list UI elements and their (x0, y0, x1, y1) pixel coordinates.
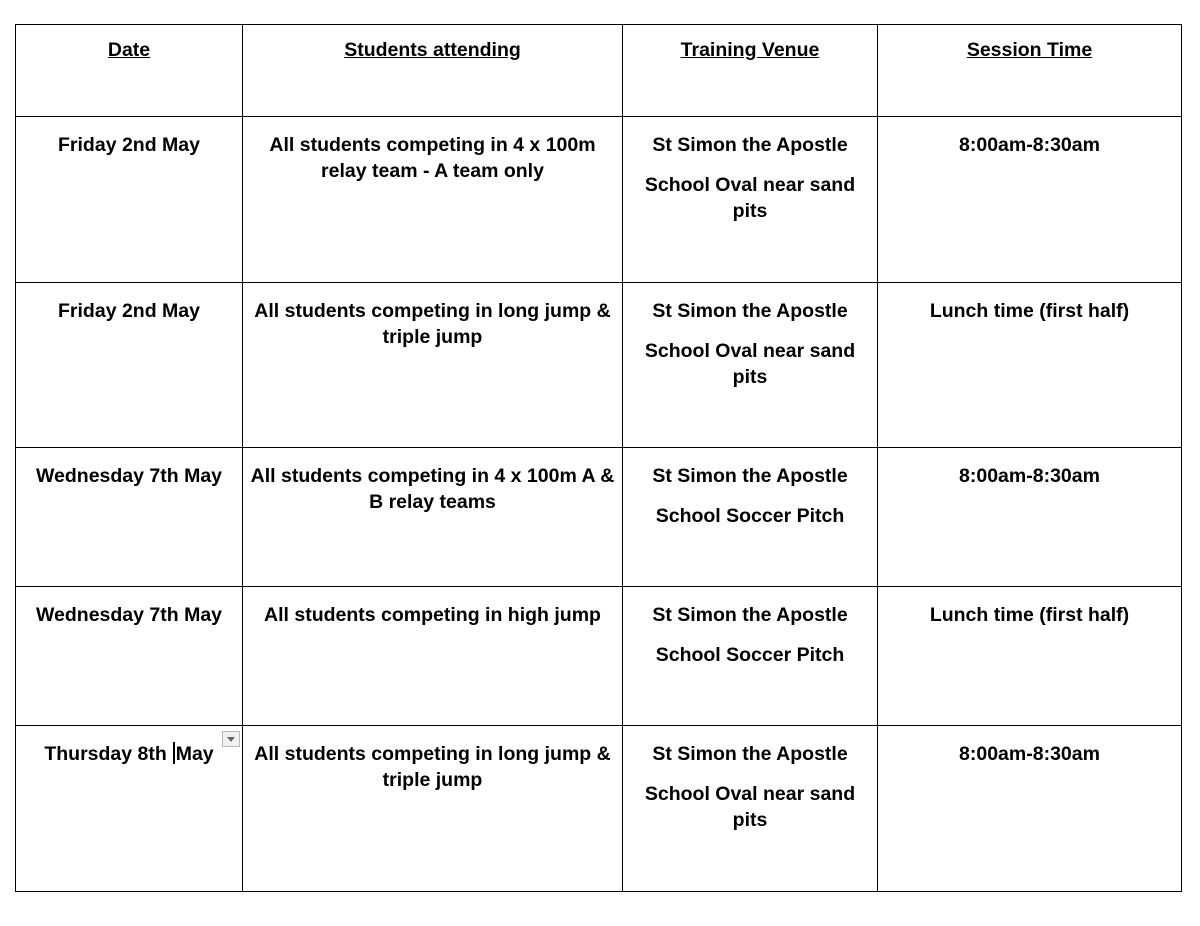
venue-cell[interactable] (623, 283, 878, 448)
venue-name: St Simon the Apostle (652, 134, 848, 156)
venue-cell[interactable] (623, 726, 878, 892)
date-cell[interactable]: Wednesday 7th May (16, 587, 243, 726)
venue-location: School Oval near sand pits (644, 174, 856, 222)
table-row (16, 448, 1182, 587)
date-text-part2: May (175, 743, 214, 765)
header-date[interactable]: Date (16, 25, 243, 117)
time-cell[interactable]: 8:00am-8:30am (878, 117, 1182, 283)
venue-cell[interactable] (623, 587, 878, 726)
training-schedule-table (15, 24, 1182, 892)
students-cell[interactable]: All students competing in long jump & triple jump (243, 726, 623, 892)
time-cell[interactable]: Lunch time (first half) (878, 283, 1182, 448)
date-cell[interactable]: Friday 2nd May (16, 283, 243, 448)
venue-location: School Oval near sand pits (644, 783, 856, 831)
header-time[interactable]: Session Time (878, 25, 1182, 117)
students-cell[interactable]: All students competing in 4 x 100m A & B relay teams (243, 448, 623, 587)
time-cell[interactable]: 8:00am-8:30am (878, 726, 1182, 892)
header-students[interactable]: Students attending (243, 25, 623, 117)
venue-location: School Soccer Pitch (655, 644, 845, 666)
venue-location: School Oval near sand pits (644, 340, 856, 388)
students-cell[interactable]: All students competing in high jump (243, 587, 623, 726)
table-row (16, 283, 1182, 448)
venue-name: St Simon the Apostle (652, 604, 848, 626)
table-row (16, 587, 1182, 726)
time-cell[interactable]: Lunch time (first half) (878, 587, 1182, 726)
venue-cell[interactable] (623, 448, 878, 587)
header-row (16, 25, 1182, 117)
venue-name: St Simon the Apostle (652, 300, 848, 322)
date-cell[interactable]: Friday 2nd May (16, 117, 243, 283)
venue-name: St Simon the Apostle (652, 465, 848, 487)
text-cursor (173, 742, 175, 764)
time-cell[interactable]: 8:00am-8:30am (878, 448, 1182, 587)
venue-cell[interactable] (623, 117, 878, 283)
table-row (16, 117, 1182, 283)
students-cell[interactable]: All students competing in long jump & triple jump (243, 283, 623, 448)
date-text-part1: Thursday 8th (44, 743, 173, 765)
date-cell[interactable]: Wednesday 7th May (16, 448, 243, 587)
header-venue[interactable]: Training Venue (623, 25, 878, 117)
chevron-down-icon[interactable] (222, 731, 240, 747)
venue-location: School Soccer Pitch (655, 505, 845, 527)
date-cell[interactable] (16, 726, 243, 892)
venue-name: St Simon the Apostle (652, 743, 848, 765)
table-row (16, 726, 1182, 892)
students-cell[interactable]: All students competing in 4 x 100m relay team - A team only (243, 117, 623, 283)
